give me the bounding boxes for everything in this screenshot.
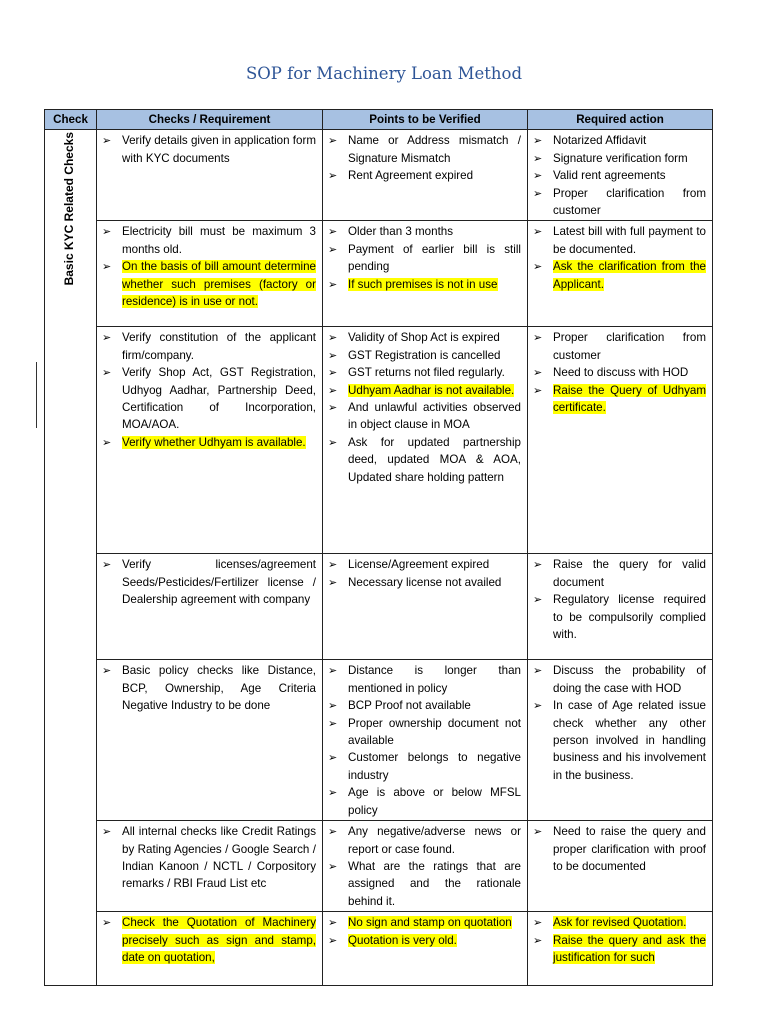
points-cell xyxy=(323,660,528,821)
list-item: ➢ Proper ownership document not available xyxy=(327,715,521,750)
table-row xyxy=(45,821,713,912)
points-cell xyxy=(323,130,528,221)
list-item: ➢ Validity of Shop Act is expired xyxy=(327,329,521,346)
action-cell xyxy=(528,221,713,327)
list-item: ➢ Raise the query and ask the justification for such xyxy=(532,932,706,967)
page-title: SOP for Machinery Loan Method xyxy=(245,64,523,83)
group-label-cell xyxy=(45,130,97,986)
header-points: Points to be Verified xyxy=(323,110,528,130)
requirement-cell xyxy=(97,554,323,660)
list-item: ➢ Necessary license not availed xyxy=(327,574,521,591)
list-item: ➢ Need to discuss with HOD xyxy=(532,364,706,381)
list-item: ➢ Distance is longer than mentioned in policy xyxy=(327,662,521,697)
action-cell xyxy=(528,660,713,821)
requirement-cell xyxy=(97,660,323,821)
sop-table xyxy=(44,109,713,986)
points-cell xyxy=(323,912,528,986)
action-cell xyxy=(528,130,713,221)
list-item: ➢ BCP Proof not available xyxy=(327,697,521,714)
group-label: Basic KYC Related Checks xyxy=(61,132,76,286)
list-item: ➢ Payment of earlier bill is still pending xyxy=(327,241,521,276)
list-item: ➢ Verify licenses/agreement Seeds/Pesticides/Fertilizer license / Dealership agreement with company xyxy=(101,556,316,608)
requirement-cell xyxy=(97,221,323,327)
list-item: ➢ License/Agreement expired xyxy=(327,556,521,573)
list-item: ➢ And unlawful activities observed in object clause in MOA xyxy=(327,399,521,434)
list-item: ➢ Older than 3 months xyxy=(327,223,521,240)
action-cell xyxy=(528,327,713,554)
action-cell xyxy=(528,912,713,986)
table-row xyxy=(45,221,713,327)
table-row xyxy=(45,912,713,986)
list-item: ➢ Raise the query for valid document xyxy=(532,556,706,591)
list-item: ➢ GST Registration is cancelled xyxy=(327,347,521,364)
list-item: ➢ Ask the clarification from the Applicant. xyxy=(532,258,706,293)
list-item: ➢ Regulatory license required to be compulsorily complied with. xyxy=(532,591,706,643)
list-item: ➢ Basic policy checks like Distance, BCP, Ownership, Age Criteria Negative Industry to be done xyxy=(101,662,316,714)
list-item: ➢ Verify details given in application form with KYC documents xyxy=(101,132,316,167)
list-item: ➢ GST returns not filed regularly. xyxy=(327,364,521,381)
list-item: ➢ Need to raise the query and proper clarification with proof to be documented xyxy=(532,823,706,875)
requirement-cell xyxy=(97,130,323,221)
list-item: ➢ Name or Address mismatch / Signature Mismatch xyxy=(327,132,521,167)
points-cell xyxy=(323,821,528,912)
list-item: ➢ What are the ratings that are assigned and the rationale behind it. xyxy=(327,858,521,910)
list-item: ➢ Notarized Affidavit xyxy=(532,132,706,149)
header-action: Required action xyxy=(528,110,713,130)
list-item: ➢ Electricity bill must be maximum 3 months old. xyxy=(101,223,316,258)
list-item: ➢ Signature verification form xyxy=(532,150,706,167)
table-row xyxy=(45,554,713,660)
list-item: ➢ In case of Age related issue check whether any other person involved in handling business and his involvement in the business. xyxy=(532,697,706,784)
requirement-cell xyxy=(97,327,323,554)
list-item: ➢ Check the Quotation of Machinery precisely such as sign and stamp, date on quotation, xyxy=(101,914,316,966)
points-cell xyxy=(323,221,528,327)
list-item: ➢ Raise the Query of Udhyam certificate. xyxy=(532,382,706,417)
requirement-cell xyxy=(97,912,323,986)
list-item: ➢ Valid rent agreements xyxy=(532,167,706,184)
list-item: ➢ Verify Shop Act, GST Registration, Udhyog Aadhar, Partnership Deed, Certification of Incorporation, MOA/AOA. xyxy=(101,364,316,434)
table-row xyxy=(45,660,713,821)
list-item: ➢ Verify constitution of the applicant firm/company. xyxy=(101,329,316,364)
list-item: ➢ Any negative/adverse news or report or case found. xyxy=(327,823,521,858)
list-item: ➢ Quotation is very old. xyxy=(327,932,521,949)
action-cell xyxy=(528,554,713,660)
list-item: ➢ On the basis of bill amount determine whether such premises (factory or residence) is in use or not. xyxy=(101,258,316,310)
requirement-cell xyxy=(97,821,323,912)
margin-change-bar xyxy=(36,362,37,428)
list-item: ➢ Age is above or below MFSL policy xyxy=(327,784,521,819)
header-check: Check xyxy=(45,110,97,130)
list-item: ➢ All internal checks like Credit Ratings by Rating Agencies / Google Search / Indian Kanoon / NCTL / Corpository remarks / RBI Fraud List etc xyxy=(101,823,316,893)
list-item: ➢ Discuss the probability of doing the case with HOD xyxy=(532,662,706,697)
table-row xyxy=(45,327,713,554)
action-cell xyxy=(528,821,713,912)
list-item: ➢ Ask for revised Quotation. xyxy=(532,914,706,931)
list-item: ➢ Proper clarification from customer xyxy=(532,329,706,364)
table-row xyxy=(45,130,713,221)
points-cell xyxy=(323,327,528,554)
list-item: ➢ Latest bill with full payment to be documented. xyxy=(532,223,706,258)
list-item: ➢ Rent Agreement expired xyxy=(327,167,521,184)
list-item: ➢ Udhyam Aadhar is not available. xyxy=(327,382,521,399)
list-item: ➢ Verify whether Udhyam is available. xyxy=(101,434,316,451)
list-item: ➢ Ask for updated partnership deed, updated MOA & AOA, Updated share holding pattern xyxy=(327,434,521,486)
list-item: ➢ No sign and stamp on quotation xyxy=(327,914,521,931)
list-item: ➢ Customer belongs to negative industry xyxy=(327,749,521,784)
list-item: ➢ If such premises is not in use xyxy=(327,276,521,293)
table-header-row xyxy=(45,110,713,130)
list-item: ➢ Proper clarification from customer xyxy=(532,185,706,220)
points-cell xyxy=(323,554,528,660)
header-requirement: Checks / Requirement xyxy=(97,110,323,130)
